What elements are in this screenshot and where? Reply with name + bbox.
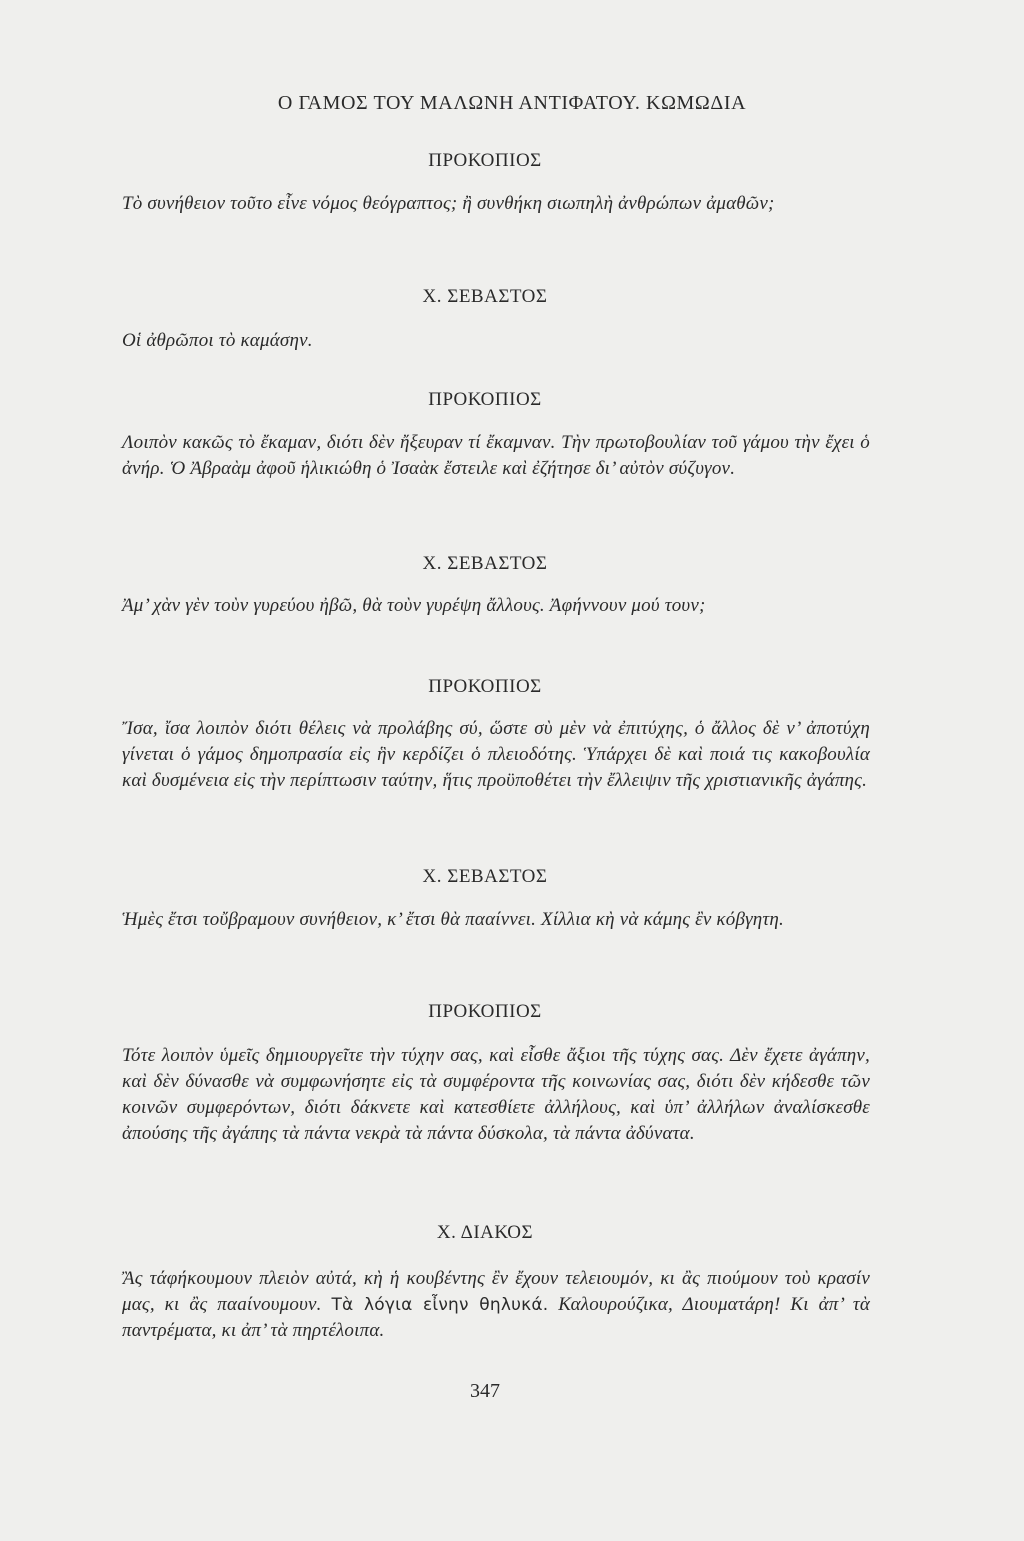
running-head: Ο ΓΑΜΟΣ ΤΟΥ ΜΑΛΩΝΗ ΑΝΤΙΦΑΤΟΥ. ΚΩΜΩΔΙΑ xyxy=(277,92,747,114)
page-number: 347 xyxy=(470,1380,500,1402)
speaker-label: Χ. ΔΙΑΚΟΣ xyxy=(436,1222,534,1243)
speech-text: Ἴσα, ἴσα λοιπὸν διότι θέλεις νὰ προλάβης σύ, ὥστε σὺ μὲν νὰ ἐπιτύχης, ὁ ἄλλος δὲ ν’ ἀποτύχη γίνεται ὁ γάμος δημοπρασία εἰς ἣν κερδίζει ὁ πλειοδότης. Ὑπάρχει δὲ καὶ ποιά τις κακοβουλία καὶ δυσμένεια εἰς τὴν περίπτωσιν ταύτην, ἥτις προϋποθέτει τὴν ἔλλειψιν τῆς χριστιανικῆς ἀγάπης. xyxy=(122,718,870,791)
speech-text xyxy=(122,1266,870,1344)
speaker-label: ΠΡΟΚΟΠΙΟΣ xyxy=(428,150,542,171)
speech-segment: Ἂς τάφήκουμουν πλειὸν αὐτά, κὴ ἡ κουβέντης ἒν ἔχουν τελειουμόν, κι ἂς πιούμουν τοὺ κρασίν μας, κι ἂς παaίνουμουν. xyxy=(122,1268,870,1315)
speech-segment: Καλουρούζικα, Διουματάρη! Κι ἀπ’ τὰ παντρέματα, κι ἀπ’ τὰ πηρτέλοιπα. xyxy=(122,1294,870,1341)
speaker-label: ΠΡΟΚΟΠΙΟΣ xyxy=(428,1001,542,1022)
speaker-label: ΠΡΟΚΟΠΙΟΣ xyxy=(428,676,542,697)
speech-text: Λοιπὸν κακῶς τὸ ἔκαμαν, διότι δὲν ἤξευραν τί ἔκαμναν. Τὴν πρωτοβουλίαν τοῦ γάμου τὴν ἔχει ὁ ἀνήρ. Ὁ Ἀβραὰμ ἀφοῦ ἡλικιώθη ὁ Ἰσαὰκ ἔστειλε καὶ ἐζήτησε δι’ αὐτὸν σύζυγον. xyxy=(122,432,870,479)
speech-text: Οἱ ἀθρῶποι τὸ καμάσην. xyxy=(122,330,313,351)
speech-text: Ἀμ’ χὰν γὲν τοὺν γυρεύου ἠβῶ, θὰ τοὺν γυρέψη ἄλλους. Ἀφήννουν μού τουν; xyxy=(122,595,706,616)
speaker-label: Χ. ΣΕΒΑΣΤΟΣ xyxy=(422,286,548,307)
speech-text: Τὸ συνήθειον τοῦτο εἶνε νόμος θεόγραπτος; ἢ συνθήκη σιωπηλὴ ἀνθρώπων ἀμαθῶν; xyxy=(122,193,775,214)
speaker-label: Χ. ΣΕΒΑΣΤΟΣ xyxy=(422,866,548,887)
speech-segment-upright: Τὰ λόγια εἶνην θηλυκά. xyxy=(331,1295,549,1315)
speaker-label: ΠΡΟΚΟΠΙΟΣ xyxy=(428,389,542,410)
speech-text: Τότε λοιπὸν ὑμεῖς δημιουργεῖτε τὴν τύχην σας, καὶ εἶσθε ἄξιοι τῆς τύχης σας. Δὲν ἔχετε ἀγάπην, καὶ δὲν δύνασθε νὰ συμφωνήσητε εἰς τὰ συμφέροντα τῆς κοινωνίας σας, διότι δὲν κήδεσθε τῶν κοινῶν συμφερόντων, διότι δάκνετε καὶ κατεσθίετε ἀλλήλους, καὶ ὑπ’ ἀλλήλων ἀναλίσκεσθε ἀπούσης τῆς ἀγάπης τὰ πάντα νεκρὰ τὰ πάντα δύσκολα, τὰ πάντα ἀδύνατα. xyxy=(122,1045,870,1144)
speech-text: Ἡμὲς ἔτσι τοὔβραμουν συνήθειον, κ’ ἔτσι θὰ πααίννει. Χίλλια κὴ νὰ κάμης ἒν κόβγητη. xyxy=(122,909,785,930)
speaker-label: Χ. ΣΕΒΑΣΤΟΣ xyxy=(422,553,548,574)
